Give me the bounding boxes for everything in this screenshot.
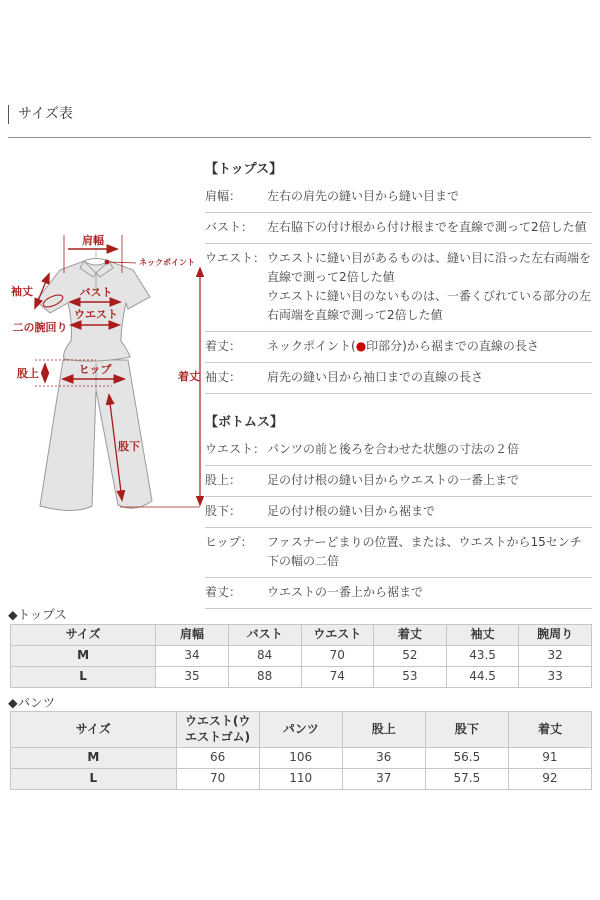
bottoms-section-title: 【ボトムス】 xyxy=(205,414,284,430)
table-header-cell: 袖丈 xyxy=(446,625,519,646)
table-cell: 57.5 xyxy=(425,769,508,790)
table-cell: 37 xyxy=(342,769,425,790)
table-header-cell: 腕周り xyxy=(519,625,592,646)
pants-table-caption: ◆パンツ xyxy=(8,695,56,710)
neck-point-dot xyxy=(105,260,110,265)
table-cell: 32 xyxy=(519,646,592,667)
table-header-cell: ウエスト(ウエストゴム) xyxy=(176,712,259,748)
definition-row xyxy=(205,182,592,213)
definition-term: ウエスト： xyxy=(205,442,266,456)
pants-size-table xyxy=(10,711,592,790)
definition-row xyxy=(205,497,592,528)
table-header-cell: 肩幅 xyxy=(156,625,229,646)
table-cell: 43.5 xyxy=(446,646,519,667)
label-hip: ヒップ xyxy=(78,363,112,376)
table-cell: 88 xyxy=(228,667,301,688)
definition-term: 肩幅： xyxy=(205,189,242,204)
label-body-length: 着丈 xyxy=(178,370,200,383)
definition-desc: 左右脇下の付け根から付け根までを直線で測って2倍した値 xyxy=(267,220,587,235)
definition-term: 股下： xyxy=(205,503,242,518)
definition-term: ウエスト： xyxy=(205,251,266,266)
definition-row xyxy=(205,363,592,394)
size-cell: M xyxy=(11,646,156,667)
table-header-cell: 着丈 xyxy=(374,625,447,646)
table-header-row xyxy=(11,712,592,748)
table-cell: 91 xyxy=(508,748,591,769)
table-cell: 66 xyxy=(176,748,259,769)
table-cell: 110 xyxy=(259,769,342,790)
table-row xyxy=(11,667,592,688)
definition-desc-line: ウエストに縫い目のないものは、一番くびれている部分の左右両端を直線で測って2倍した値 xyxy=(267,289,592,322)
table-row xyxy=(11,646,592,667)
definition-row xyxy=(205,528,592,578)
red-dot-marker: ● xyxy=(355,338,367,353)
definition-row xyxy=(205,435,592,466)
table-header-cell: 股下 xyxy=(425,712,508,748)
label-waist: ウエスト xyxy=(74,308,118,321)
definition-row xyxy=(205,213,592,244)
label-rise: 股上 xyxy=(17,367,39,380)
table-cell: 84 xyxy=(228,646,301,667)
definition-desc-line: ウエストに縫い目があるものは、縫い目に沿った左右両端を直線で測って2倍した値 xyxy=(267,251,592,285)
pants-drawing xyxy=(40,360,152,511)
label-sleeve-length: 袖丈 xyxy=(11,285,33,298)
size-diagram xyxy=(0,213,205,578)
definition-desc: 足の付け根の縫い目からウエストの一番上まで xyxy=(267,472,520,487)
definition-row xyxy=(205,332,592,363)
definition-row xyxy=(205,244,592,332)
size-cell: L xyxy=(11,769,177,790)
label-inseam: 股下 xyxy=(118,440,140,453)
definition-term: 袖丈： xyxy=(205,369,242,384)
desc-text: ネックポイント( xyxy=(267,338,356,353)
definition-desc: ウエストの一番上から裾まで xyxy=(267,584,424,599)
table-cell: 92 xyxy=(508,769,591,790)
label-bust: バスト xyxy=(79,286,113,299)
table-row xyxy=(11,769,592,790)
table-header-cell: パンツ xyxy=(259,712,342,748)
table-header-cell: 着丈 xyxy=(508,712,591,748)
table-cell: 36 xyxy=(342,748,425,769)
definitions-panel xyxy=(205,161,592,609)
tops-table-caption: ◆トップス xyxy=(8,607,67,622)
label-upper-arm: 二の腕回り xyxy=(12,321,68,334)
definition-term: 着丈： xyxy=(205,584,242,599)
tops-definitions xyxy=(205,161,592,394)
table-cell: 53 xyxy=(374,667,447,688)
table-cell: 35 xyxy=(156,667,229,688)
table-header-row xyxy=(11,625,592,646)
table-cell: 70 xyxy=(176,769,259,790)
size-cell: L xyxy=(11,667,156,688)
definition-desc xyxy=(267,249,592,325)
label-shoulder-width: 肩幅 xyxy=(82,234,104,247)
table-cell: 74 xyxy=(301,667,374,688)
definition-desc: 左右の肩先の縫い目から縫い目まで xyxy=(267,189,460,204)
table-header-cell: サイズ xyxy=(11,712,177,748)
title-divider xyxy=(8,137,591,138)
table-cell: 33 xyxy=(519,667,592,688)
definition-row xyxy=(205,466,592,497)
definition-term: 股上： xyxy=(205,472,242,487)
definition-desc: ファスナーどまりの位置、または、ウエストから15センチ下の幅の二倍 xyxy=(267,534,582,568)
definition-desc: 肩先の縫い目から袖口までの直線の長さ xyxy=(267,369,484,384)
tops-section-title: 【トップス】 xyxy=(205,162,283,177)
definition-row xyxy=(205,578,592,609)
table-cell: 34 xyxy=(156,646,229,667)
page-title: サイズ表 xyxy=(8,105,73,124)
size-cell: M xyxy=(11,748,177,769)
desc-text: 印部分)から裾までの直線の長さ xyxy=(366,338,539,353)
definition-term: ヒップ： xyxy=(205,534,253,549)
table-cell: 56.5 xyxy=(425,748,508,769)
label-neck-point: ネックポイント xyxy=(139,258,195,267)
table-row xyxy=(11,748,592,769)
definition-desc: パンツの前と後ろを合わせた状態の寸法の２倍 xyxy=(267,442,520,456)
definition-term: 着丈： xyxy=(205,338,242,353)
table-header-cell: 股上 xyxy=(342,712,425,748)
tops-size-table xyxy=(10,624,592,688)
definition-desc: 足の付け根の縫い目から裾まで xyxy=(267,503,436,518)
table-cell: 106 xyxy=(259,748,342,769)
table-cell: 70 xyxy=(301,646,374,667)
table-header-cell: バスト xyxy=(228,625,301,646)
table-cell: 44.5 xyxy=(446,667,519,688)
bottoms-definitions xyxy=(205,414,592,609)
definition-term: バスト： xyxy=(205,220,254,235)
table-header-cell: サイズ xyxy=(11,625,156,646)
table-header-cell: ウエスト xyxy=(301,625,374,646)
definition-desc xyxy=(267,337,592,356)
table-cell: 52 xyxy=(374,646,447,667)
